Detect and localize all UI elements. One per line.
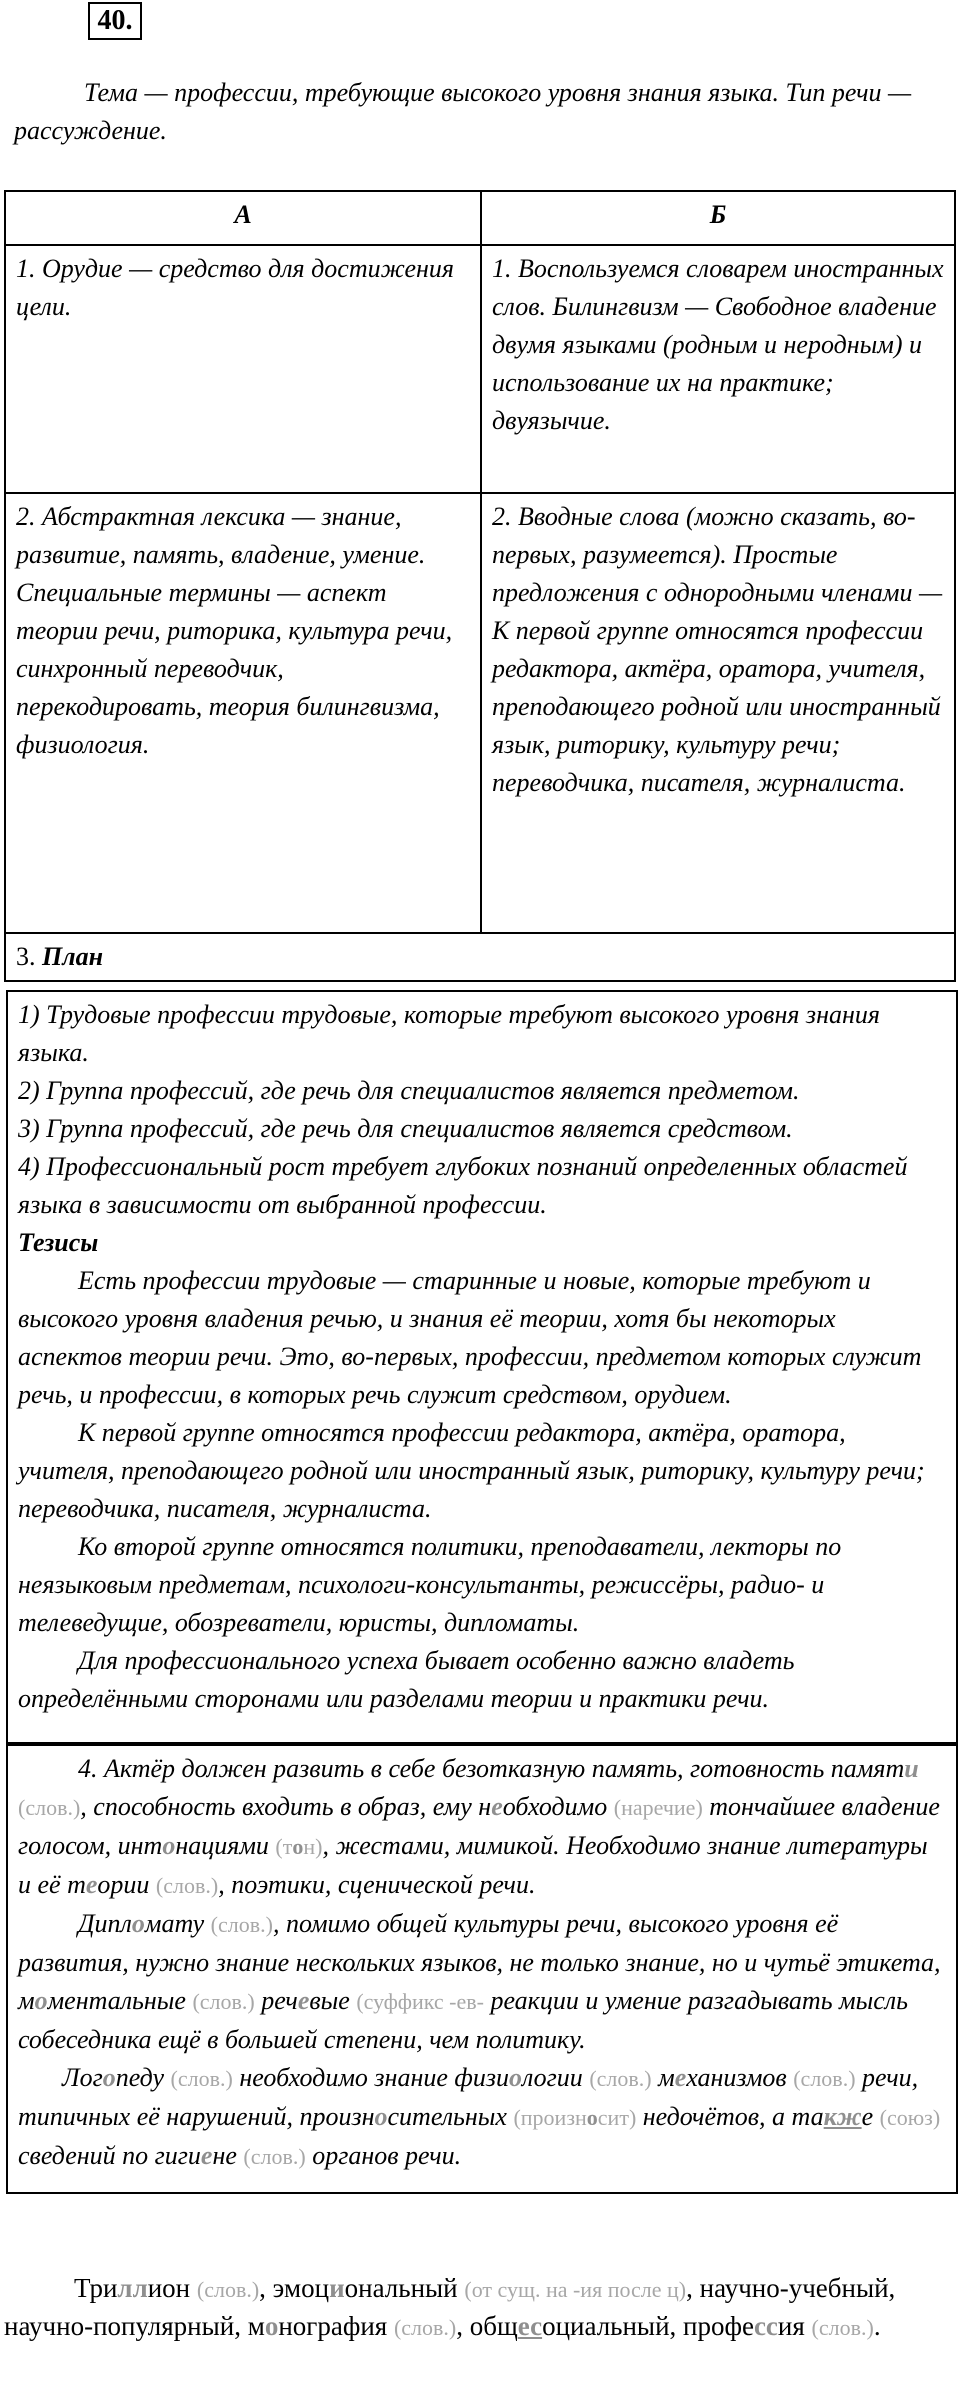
plan-item: 3) Группа профессий, где речь для специалистов является средством. — [18, 1114, 793, 1143]
cell-b2: 2. Вводные слова (можно сказать, во-первых, разумеется). Простые предложения с однородными членами — К первой группе относятся профессии редактора, актёра, оратора, учителя, преподающего родной или иностранный язык, риторику, культуру речи; переводчика, писателя, журналиста. — [481, 493, 955, 933]
thesis-paragraph: К первой группе относятся профессии редактора, актёра, оратора, учителя, преподающего родной или иностранный язык, риторику, культуру речи; переводчика, писателя, журналиста. — [18, 1418, 925, 1523]
exercise-number: 40. — [88, 2, 142, 40]
thesis-paragraph: Есть профессии трудовые — старинные и новые, которые требуют и высокого уровня владения речью, и знания её теории, хотя бы некоторых аспектов теории речи. Это, во-первых, профессии, предметом которых служит речь, и профессии, в которых речь служит средством, орудием. — [18, 1266, 922, 1409]
task-4-paragraph: 4. Актёр должен развить в себе безотказную память, готовность памяти (слов.), способность входить в образ, ему необходимо (наречие) тончайшее владение голосом, интонациями (тон), жестами, мимикой. Необходимо знание литературы и её теории (слов.), поэтики, сценической речи. — [18, 1754, 940, 1899]
spelling-words: Триллион (слов.), эмоциональный (от сущ. на -ия после ц), научно-учебный, научно-популярный, монография (слов.), общесоциальный, профессия (слов.). — [4, 2273, 896, 2341]
column-header-a: А — [5, 191, 481, 245]
cell-a1: 1. Орудие — средство для достижения цели. — [5, 245, 481, 493]
theses-title: Тезисы — [18, 1228, 99, 1257]
intro-text: Тема — профессии, требующие высокого уровня знания языка. Тип речи — рассуждение. — [14, 78, 912, 145]
plan-item: 4) Профессиональный рост требует глубоких познаний определенных областей языка в зависимости от выбранной профессии. — [18, 1152, 908, 1219]
plan-item: 2) Группа профессий, где речь для специалистов является предметом. — [18, 1076, 800, 1105]
plan-item: 1) Трудовые профессии трудовые, которые требуют высокого уровня знания языка. — [18, 1000, 880, 1067]
analysis-table — [4, 190, 956, 982]
thesis-paragraph: Для профессионального успеха бывает особенно важно владеть определёнными сторонами или разделами теории и практики речи. — [18, 1646, 795, 1713]
column-header-b: Б — [481, 191, 955, 245]
task-4-paragraph: Дипломату (слов.), помимо общей культуры речи, высокого уровня её развития, нужно знание нескольких языков, не только знание, но и чутьё этикета, моментальные (слов.) речевые (суффикс -ев- реакции и умение разгадывать мысль собеседника ещё в большей степени, чем политику. — [18, 1909, 941, 2054]
thesis-paragraph: Ко второй группе относятся политики, преподаватели, лекторы по неязыковым предметам, психологи-консультанты, режиссёры, радио- и телеведущие, обозреватели, юристы, дипломаты. — [18, 1532, 842, 1637]
task-4-text — [6, 1744, 958, 2194]
cell-a2: 2. Абстрактная лексика — знание, развитие, память, владение, умение. Специальные термины — аспект теории речи, риторика, культура речи, синхронный переводчик, перекодировать, теория билингвизма, физиология. — [5, 493, 481, 933]
plan-and-theses — [6, 990, 958, 1744]
task-4-paragraph: Логопеду (слов.) необходимо знание физиологии (слов.) механизмов (слов.) речи, типичных её нарушений, произносительных (произносит) недочётов, а также (союз) сведений по гигиене (слов.) органов речи. — [18, 2063, 941, 2170]
plan-heading: 3. План — [5, 933, 955, 981]
cell-b1: 1. Воспользуемся словарем иностранных слов. Билингвизм — Свободное владение двумя языками (родным и неродным) и использование их на практике; двуязычие. — [481, 245, 955, 493]
